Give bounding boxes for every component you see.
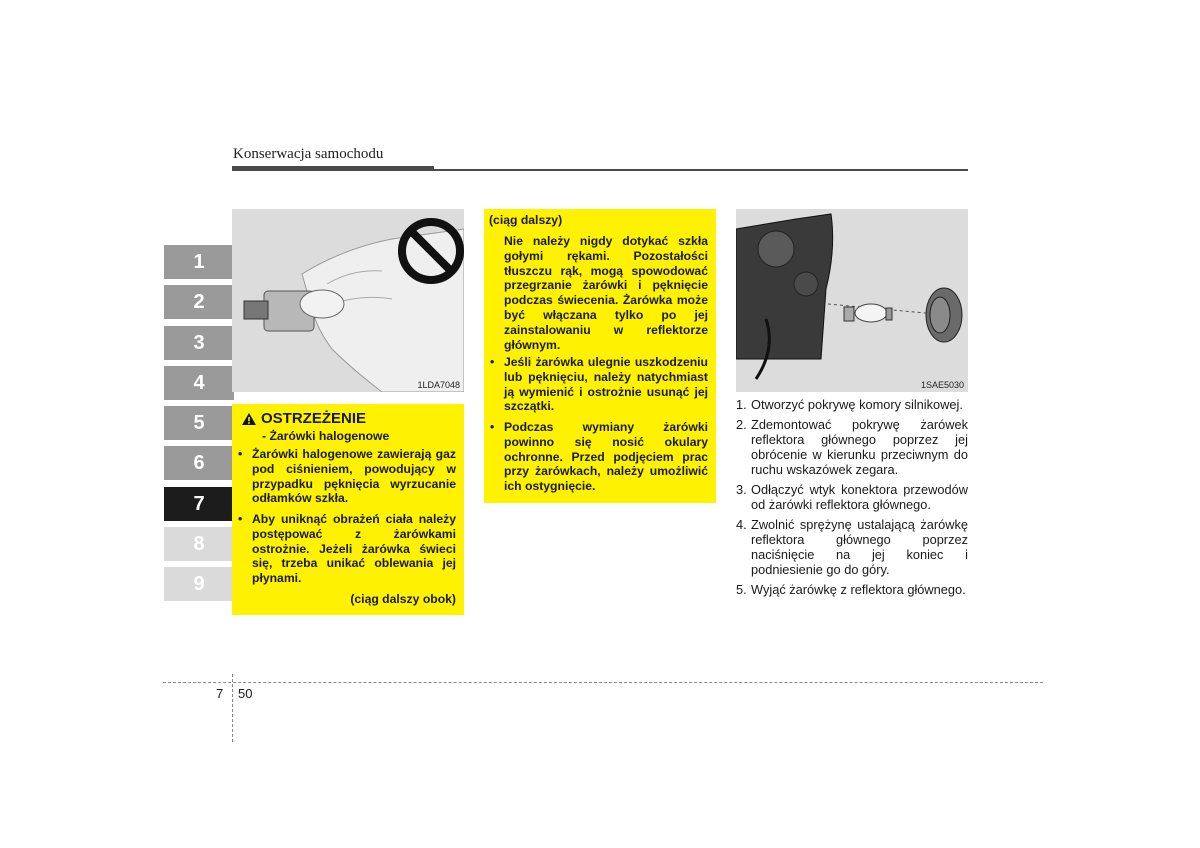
step-text: Odłączyć wtyk konektora przewodów od żarówki reflektora głównego.	[751, 482, 968, 512]
chapter-tab-9[interactable]: 9	[164, 567, 234, 601]
warning-bullet	[238, 512, 456, 586]
page-header-title: Konserwacja samochodu	[233, 146, 384, 162]
warning-box	[232, 404, 464, 615]
page-number: 50	[238, 686, 253, 701]
step-item	[736, 397, 968, 412]
chapter-tab-4[interactable]: 4	[164, 366, 234, 400]
bullet-dot: •	[238, 447, 243, 461]
chapter-tab-2[interactable]: 2	[164, 285, 234, 319]
warning-bullet-text: Żarówki halogenowe zawierają gaz pod ciśnieniem, powodujący w przypadku pęknięcia wyrzucanie odłamków szkła.	[252, 447, 456, 506]
bullet-dot: •	[490, 355, 495, 369]
image-code: 1SAE5030	[920, 380, 964, 390]
warning-continued-box	[484, 209, 716, 503]
warning-subtitle: - Żarówki halogenowe	[262, 429, 390, 443]
step-item	[736, 417, 968, 477]
step-text: Otworzyć pokrywę komory silnikowej.	[751, 397, 963, 412]
header-rule-thick	[232, 166, 434, 171]
continued-heading: (ciąg dalszy)	[489, 213, 563, 227]
step-item	[736, 482, 968, 512]
halogen-bulb-photo	[232, 209, 464, 392]
step-item	[736, 517, 968, 577]
instruction-steps	[736, 397, 968, 602]
chapter-tab-3[interactable]: 3	[164, 326, 234, 360]
continued-bullet-text: Jeśli żarówka ulegnie uszkodzeniu lub pęknięciu, należy natychmiast ją wymienić i ostrożnie usunąć jej szczątki.	[504, 355, 708, 414]
step-text: Zwolnić sprężynę ustalającą żarówkę reflektora głównego poprzez naciśnięcie na jej koniec i podniesienie go do góry.	[751, 517, 968, 577]
warning-title	[242, 410, 366, 427]
chapter-tab-7-active[interactable]: 7	[164, 487, 234, 521]
step-number: 5.	[736, 582, 747, 597]
step-number: 2.	[736, 417, 747, 432]
step-item	[736, 582, 968, 597]
footer-vertical-divider	[232, 674, 233, 742]
continued-bullet	[490, 420, 708, 494]
step-number: 4.	[736, 517, 747, 532]
bullet-dot: •	[238, 512, 243, 526]
chapter-tab-8[interactable]: 8	[164, 527, 234, 561]
continued-bullet-text: Podczas wymiany żarówki powinno się nosić okulary ochronne. Przed podjęciem prac przy żarówkach, należy umożliwić ich ostygnięcie.	[504, 420, 708, 494]
chapter-tab-1[interactable]: 1	[164, 245, 234, 279]
headlamp-assembly-photo	[736, 209, 968, 392]
headlamp-bulb-removal-illustration	[736, 209, 968, 392]
continued-note: (ciąg dalszy obok)	[350, 592, 456, 606]
warning-title-text: OSTRZEŻENIE	[261, 410, 367, 427]
footer-divider	[163, 682, 1043, 683]
step-number: 1.	[736, 397, 747, 412]
chapter-number: 7	[216, 686, 224, 701]
step-text: Zdemontować pokrywę żarówek reflektora głównego poprzez jej obrócenie w kierunku przeciwnym do ruchu wskazówek zegara.	[751, 417, 968, 477]
header-rule-thin	[434, 169, 968, 171]
image-code: 1LDA7048	[417, 380, 460, 390]
continued-intro: Nie należy nigdy dotykać szkła gołymi rękami. Pozostałości tłuszczu rąk, mogą spowodować przegrzanie żarówki i pęknięcie podczas świecenia. Żarówka może być włączana tylko po jej zainstalowaniu w reflektorze głównym.	[504, 234, 708, 352]
hand-holding-bulb-illustration	[232, 209, 464, 392]
step-text: Wyjąć żarówkę z reflektora głównego.	[751, 582, 966, 597]
warning-bullet-text: Aby uniknąć obrażeń ciała należy postępować z żarówkami ostrożnie. Jeżeli żarówka świeci się, trzeba unikać oblewania jej płynami.	[252, 512, 456, 586]
warning-bullet	[238, 447, 456, 506]
bullet-dot: •	[490, 420, 495, 434]
warning-triangle-icon	[242, 413, 256, 425]
continued-bullet	[490, 355, 708, 414]
chapter-tab-5[interactable]: 5	[164, 406, 234, 440]
chapter-tab-6[interactable]: 6	[164, 446, 234, 480]
step-number: 3.	[736, 482, 747, 497]
